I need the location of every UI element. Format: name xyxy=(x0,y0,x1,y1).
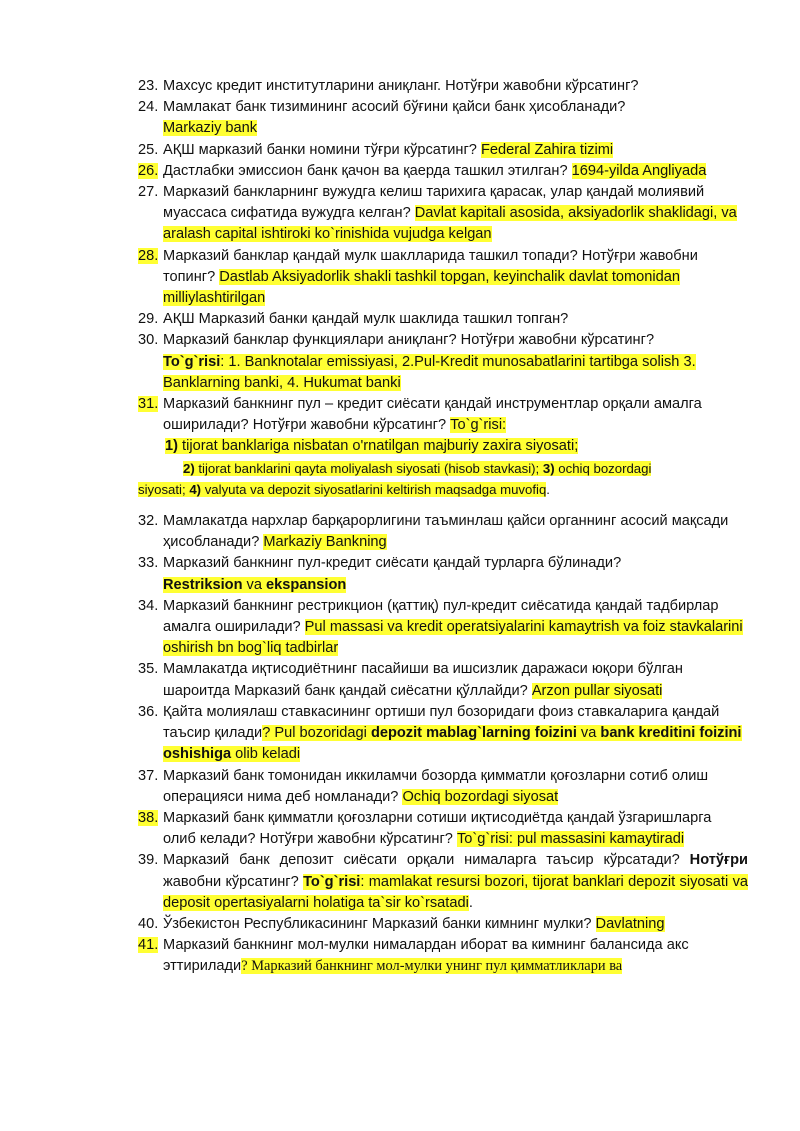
question-number: 32. xyxy=(138,513,159,530)
question-text: Ўзбекистон Республикасининг Марказий банки кимнинг мулки? xyxy=(163,915,596,932)
item-number: 4) xyxy=(189,481,202,497)
question-number: 24. xyxy=(138,99,159,116)
answer-highlight: To`g`risi: xyxy=(450,417,507,434)
question-39: 39. Марказий банк депозит сиёсати орқали нималарга таъсир кўрсатади? Нотўғри жавобни кўрсатинг? To`g`risi: mamlakat resursi bozori, tijorat banklari depozit siyosati va deposit opertasiyalarni holatiga ta`sir ko`rsatadi. xyxy=(138,850,748,914)
question-number: 36. xyxy=(138,703,159,720)
question-text: Марказий банк томонидан иккиламчи бозорда қимматли қоғозларни сотиб олиш операцияси нима деб номланади? xyxy=(163,767,709,805)
question-34 xyxy=(138,596,748,660)
question-text: Марказий банкнинг пул – кредит сиёсати қандай инструментлар орқали амалга оширилади? Нотўғри жавобни кўрсатинг? xyxy=(163,396,702,434)
answer-highlight: Arzon pullar siyosati xyxy=(531,682,663,699)
question-25 xyxy=(138,140,748,161)
question-text: жавобни кўрсатинг? xyxy=(163,873,304,890)
answer-highlight: Ochiq bozordagi siyosat xyxy=(402,788,559,805)
question-text: АҚШ марказий банки номини тўғри кўрсатинг? xyxy=(163,141,481,158)
question-24 xyxy=(138,97,748,139)
answer-text: va xyxy=(576,725,601,742)
question-text: Марказий банк депозит сиёсати орқали нималарга таъсир кўрсатади? xyxy=(163,852,680,869)
question-text: Марказий банкнинг пул-кредит сиёсати қандай турларга бўлинади? xyxy=(163,555,622,572)
question-26 xyxy=(138,161,748,182)
item-text: tijorat banklariga nisbatan o'rnatilgan majburiy zaxira siyosati; xyxy=(177,438,579,455)
question-number: 29. xyxy=(138,311,159,328)
question-list xyxy=(138,76,748,978)
question-text: Мамлакатда иқтисодиётнинг пасайиши ва ишсизлик даражаси юқори бўлган шароитда Марказий банк қандай сиёсатни қўллайди? xyxy=(163,661,683,699)
question-number: 40. xyxy=(138,915,159,932)
question-27 xyxy=(138,182,748,246)
answer-term: depozit mablag`larning foizini xyxy=(370,725,577,742)
item-number: 2) xyxy=(183,460,195,476)
question-37 xyxy=(138,766,748,808)
question-number: 41. xyxy=(138,937,159,954)
answer-text: va xyxy=(242,576,267,593)
question-text: Марказий банклар функциялари аниқланг? Нотўғри жавобни кўрсатинг? xyxy=(163,332,655,349)
question-text: Махсус кредит институтларини аниқланг. Нотўғри жавобни кўрсатинг? xyxy=(163,78,639,94)
answer-highlight: Pul massasi va kredit operatsiyalarini kamaytrish va foiz stavkalarini oshirish bn bog`liq tadbirlar xyxy=(163,619,743,657)
question-text: Марказий банк қимматли қоғозларни сотиши иқтисодиётда қандай ўзгаришларга олиб келади? Нотўғри жавобни кўрсатинг? xyxy=(163,809,712,848)
question-40 xyxy=(138,914,748,935)
answer-text: ? Pul bozoridagi xyxy=(262,725,371,742)
question-text: АҚШ Марказий банки қандай мулк шаклида ташкил топган? xyxy=(163,311,569,328)
question-number: 23. xyxy=(138,78,159,94)
question-text: Мамлакатда нархлар барқарорлигини таъминлаш қайси органнинг асосий мақсади ҳисобланади? xyxy=(163,513,729,551)
answer-highlight: 1694-yilda Angliyada xyxy=(571,162,707,179)
question-32 xyxy=(138,511,748,553)
question-text: Мамлакат банк тизимининг асосий бўғини қайси банк ҳисобланади? xyxy=(163,99,626,116)
item-text: ochiq bozordagi xyxy=(554,460,652,476)
item-number: 3) xyxy=(542,460,555,476)
answer-text: olib keladi xyxy=(231,746,301,763)
answer-highlight: : 1. Banknotalar emissiyasi, 2.Pul-Kredit munosabatlarini tartibga solish 3. Banklarning banki, 4. Hukumat banki xyxy=(163,353,696,391)
question-38 xyxy=(138,808,748,850)
answer-highlight: Federal Zahira tizimi xyxy=(480,141,614,158)
answer-term: ekspansion xyxy=(266,576,347,593)
question-number: 39. xyxy=(138,852,159,869)
answer-term: Restriksion xyxy=(163,576,243,593)
answer-label: To`g`risi xyxy=(303,873,361,890)
answer-highlight: Dastlab Aksiyadorlik shakli tashkil topgan, keyinchalik davlat tomonidan milliylashtirilgan xyxy=(163,268,681,307)
question-29 xyxy=(138,309,748,330)
question-31-continuation: 2) tijorat banklarini qayta moliyalash siyosati (hisob stavkasi); 3) ochiq bozordagi siyosati; 4) valyuta va depozit siyosatlarini keltirish maqsadga muvofiq. xyxy=(138,460,652,497)
question-number: 27. xyxy=(138,184,159,201)
question-31 xyxy=(138,394,748,458)
question-text: Дастлабки эмиссион банк қачон ва қаерда ташкил этилган? xyxy=(163,162,572,179)
question-text: Марказий банкларнинг вужудга келиш тарихига қарасак, улар қандай молиявий муассаса сифатида вужудга келган? xyxy=(163,184,705,222)
question-number: 38. xyxy=(138,809,159,826)
question-number: 37. xyxy=(138,767,159,784)
answer-highlight: To`g`risi: pul massasini kamaytiradi xyxy=(456,831,685,848)
answer-highlight: ? Марказий банкнинг мол-мулки унинг пул қимматликлари ва xyxy=(241,958,623,975)
question-text: Марказий банклар қандай мулк шаклларида ташкил топади? Нотўғри жавобни топинг? xyxy=(163,247,698,285)
answer-highlight: Markaziy Bankning xyxy=(263,534,387,551)
question-number: 28. xyxy=(138,247,159,264)
question-number: 30. xyxy=(138,332,159,349)
question-28 xyxy=(138,246,748,310)
question-30 xyxy=(138,330,748,394)
question-text: Қайта молиялаш ставкасининг ортиши пул бозоридаги фоиз ставкаларига қандай таъсир қилади xyxy=(163,703,720,742)
item-text: valyuta va depozit siyosatlarini keltirish maqsadga muvofiq xyxy=(201,481,547,497)
emphasis-word: Нотўғри xyxy=(689,852,748,869)
answer-highlight: Davlat kapitali asosida, aksiyadorlik shaklidagi, va aralash capital ishtiroki ko`rinishida vujudga kelgan xyxy=(163,205,737,243)
spacer xyxy=(138,500,748,511)
item-text: tijorat banklarini qayta moliyalash siyosati (hisob stavkasi); xyxy=(194,460,543,476)
answer-highlight: : mamlakat resursi bozori, tijorat banklari depozit siyosati va deposit opertasiyalarni holatiga ta`sir ko`rsatadi xyxy=(163,873,748,911)
question-number: 35. xyxy=(138,661,159,678)
answer-term: bank kreditini foizini oshishiga xyxy=(163,725,742,763)
question-33 xyxy=(138,553,748,595)
question-number: 34. xyxy=(138,597,159,614)
question-text: Марказий банкнинг рестрикцион (қаттиқ) пул-кредит сиёсатида қандай тадбирлар амалга оширилади? xyxy=(163,597,719,636)
answer-highlight: Davlatning xyxy=(595,915,665,932)
question-text: Марказий банкнинг мол-мулки нималардан иборат ва кимнинг балансида акс эттирилади xyxy=(163,937,689,975)
question-23 xyxy=(138,76,748,97)
answer-highlight: Markaziy bank xyxy=(163,120,258,137)
question-36 xyxy=(138,702,748,766)
question-number: 25. xyxy=(138,141,159,158)
question-number: 33. xyxy=(138,555,159,572)
answer-label: To`g`risi xyxy=(163,353,221,370)
question-41 xyxy=(138,935,748,977)
question-35 xyxy=(138,659,748,701)
item-text: siyosati; xyxy=(138,481,190,497)
item-number: 1) xyxy=(165,438,178,455)
question-number: 26. xyxy=(138,162,159,179)
question-number: 31. xyxy=(138,396,159,413)
